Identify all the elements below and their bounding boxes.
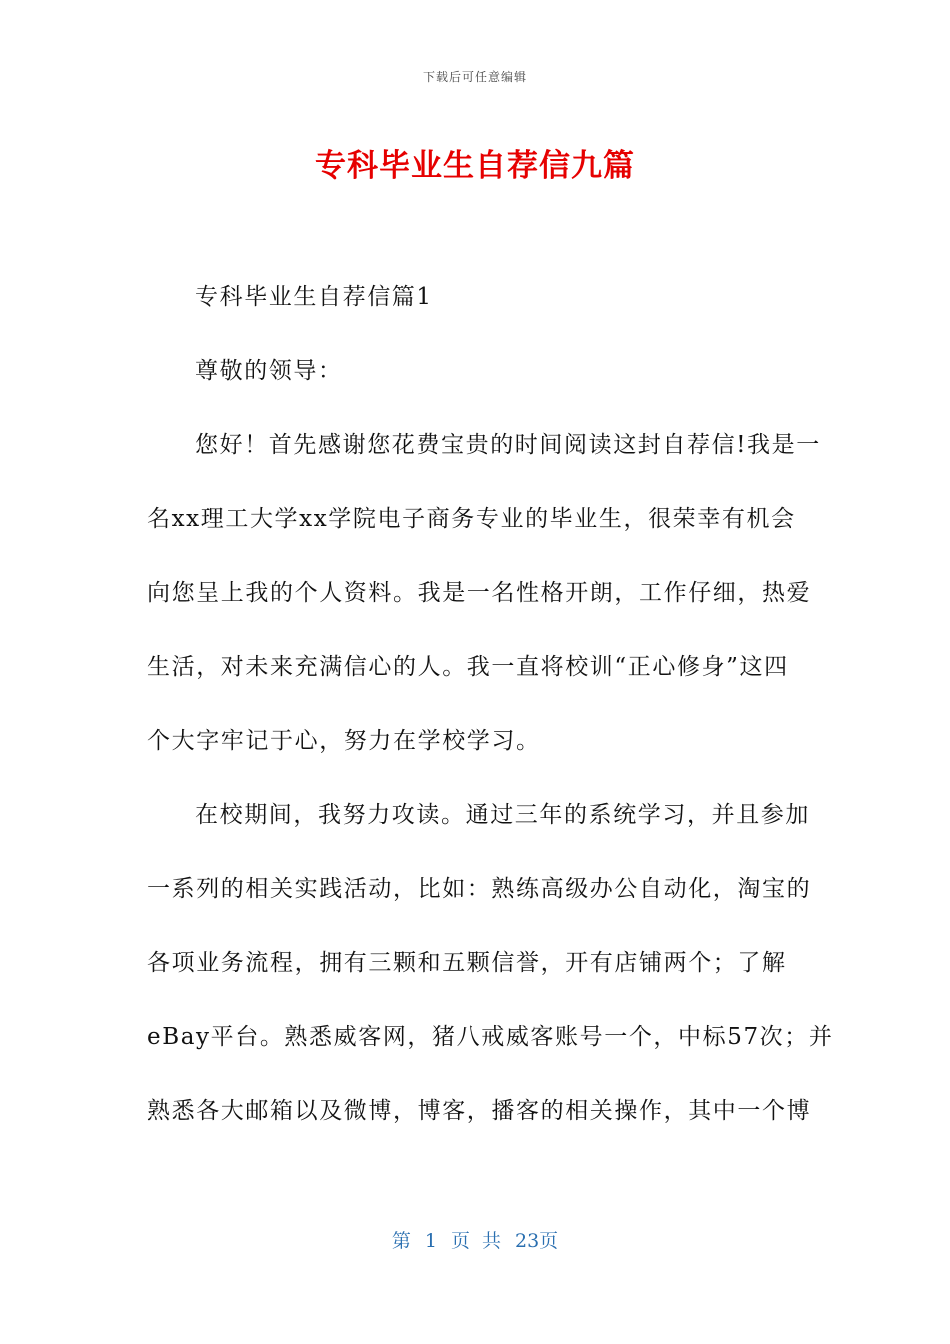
body-line: 一系列的相关实践活动，比如：熟练高级办公自动化，淘宝的 (147, 876, 812, 902)
document-body (147, 276, 834, 1164)
header-note: 下载后可任意编辑 (422, 70, 527, 84)
body-line: 熟悉各大邮箱以及微博，博客，播客的相关操作，其中一个博 (147, 1098, 812, 1124)
footer-total-pages: 23页 (514, 1230, 559, 1252)
body-line: eBay平台。熟悉威客网，猪八戒威客账号一个，中标57次；并 (147, 1024, 834, 1050)
body-line: 尊敬的领导： (195, 358, 343, 384)
body-line: 专科毕业生自荐信篇1 (195, 284, 433, 310)
body-line: 您好！首先感谢您花费宝贵的时间阅读这封自荐信!我是一 (195, 432, 821, 458)
body-line: 生活，对未来充满信心的人。我一直将校训“正心修身”这四 (147, 654, 789, 680)
body-line: 在校期间，我努力攻读。通过三年的系统学习，并且参加 (195, 802, 810, 828)
document-title: 专科毕业生自荐信九篇 (315, 148, 635, 184)
footer-mid: 页 共 (450, 1230, 501, 1252)
body-line: 向您呈上我的个人资料。我是一名性格开朗，工作仔细，热爱 (147, 580, 812, 606)
page-footer (0, 1226, 950, 1253)
footer-prefix: 第 (391, 1230, 411, 1252)
footer-page-number: 1 (424, 1230, 437, 1252)
body-line: 个大字牢记于心，努力在学校学习。 (147, 728, 541, 754)
body-line: 各项业务流程，拥有三颗和五颗信誉，开有店铺两个；了解 (147, 950, 787, 976)
body-line: 名xx理工大学xx学院电子商务专业的毕业生，很荣幸有机会 (147, 506, 796, 532)
